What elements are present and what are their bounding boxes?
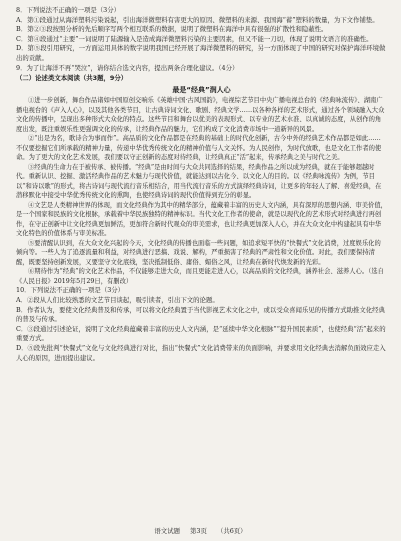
footer-page-number: 第3页 <box>190 527 207 536</box>
question-8-option-c: C．第④段通过“主要”一词说明了陆源输入是造成海洋微塑料污染的主要因素，但又不能一刀切，体现了说明文语言的准确性。 <box>16 34 373 43</box>
question-8-option-b: B．第②③段按照分析的先后顺序写两个相互联系的数据，说明了微塑料在海洋中具有很强的扩散性和隐蔽性。 <box>16 25 328 34</box>
footer-subject: 语文试题 <box>154 527 180 536</box>
article-paragraph-4: ④文艺是人类精神世界的体现，而文化经典作为其中的精华部分，蕴藏着丰富的历史人文内涵，具有深厚的思想内涵、审美价值，是一个国家和民族的文化根脉，承载着中华民族独特的精神标识。当代文化工作者的使命，就是以现代化的艺术形式对经典进行再创作，在守正创新中让文化经典更加鲜活，更加符合新时代观众的审美需求，也让经典更加深入人心，并在大众文化中构建起具有中华文化特色的价值体系与审美标准。 <box>16 201 387 238</box>
article-paragraph-3: ③经典的生命力在于被传承、被传播。“经典”是由时间与大众共同选择的结果，经典作品之所以成为经典，就在于能够超越时代。重新认识、挖掘、激活经典作品的艺术魅力与现代价值，就能达到以古化今、以文化人的目的。以《经典咏流传》为例，节目以“和诗以歌”的形式，将古诗词与现代流行音乐相结合，用当代流行音乐的方式演绎经典诗词，让更多的年轻人了解、喜爱经典，在潜移默化中接受中华优秀传统文化的熏陶，也使经典诗词的现代价值得到充分的彰显。 <box>16 163 382 200</box>
article-paragraph-2: ②“出是为名，歌诗合为事而作”。高品质的文化作品都是在经典的基础上的时代化创新，古今中外的经典艺术作品都是如此……不仅要挖掘它们所承载的精神力量，传递中华优秀传统文化的精神价值与人文关怀。为人民创作，为时代放歌，也是文化工作者的使命。为了更大的文化艺术发展，我们要以守正创新的态度对待经典，让经典真正“活”起来，传承经典之美与时代之美。 <box>16 135 382 162</box>
page-footer <box>0 527 401 537</box>
footer-total-pages: （共6页） <box>216 527 247 536</box>
article-body <box>16 96 387 286</box>
question-10-option-b: B．作者认为，要使文化经典普及和传承，可以将文化经典置于当代影视艺术文化之中，或以受众喜闻乐见的传播方式助推文化经典的普及与传承。 <box>16 305 385 324</box>
question-8 <box>16 6 387 64</box>
question-10-option-c: C．③段通过引述论证，说明了文化经典蕴藏着丰富的历史人文内涵，是“延续中华文化根脉”“提升国民素质”，也使经典“活”起来的重要方式。 <box>16 324 386 343</box>
question-8-option-d: D．第⑤段引用研究，一方面运用具体的数字说明我国已经开展了海洋微塑料的研究，另一方面体现了中国的研究对保护海洋环境做出的贡献。 <box>16 44 386 62</box>
question-10-stem: 10．下列说法不正确的一项是（3分） <box>16 286 125 295</box>
question-10-option-a: A．②段从人们比较熟悉的文艺节目谈起，吸引读者，引出下文的论题。 <box>16 295 219 304</box>
question-10-option-d: D．⑤段先批判“快餐式”文化与文化经典进行对比，指出“快餐式”文化消费带来的负面影响，并要求用文化经典去消解负面效应走入人心的原因，进而提出建议。 <box>16 343 386 362</box>
question-8-option-a: A．第①段通过从海洋塑料污染说起，引出海洋微塑料有害更大的原因、微塑料的来源、我国海“蓄”塑料的数量，为下文作铺垫。 <box>16 15 379 24</box>
article-title: 最是“经典”润人心 <box>172 85 231 94</box>
article-paragraph-1: ①进一步创新，舞台作品诸如中国原创交响乐《英雄中国·古风国韵》，电视综艺节目中央广播电视总台的《经典咏流传》、湖南广播电视台的《声入人心》，以及其他各类节目，让古典诗词文化、歌剧、经典文学……以各种各样的艺术形式，通过各个领域融入大众文化的传播中，呈现出多种形式大众化的特点。这些节目和舞台以优美的表现形式、以专业的艺术水准、以真诚的态度，从创作的角度出发，既注重娱乐性更强调文化的传承，让经典作品的魅力，它们构成了文化消费市场中一道新异的风景。 <box>16 97 385 133</box>
question-8-stem: 8．下列说法不正确的一项是（3分） <box>16 6 120 14</box>
article-paragraph-6: ⑥期待作为“经典”的文化艺术作品，不仅能够走进大众，而且更能走进人心，以高品质的文化经典，涵养社会、滋养人心。（选自《人民日报》2019年5月29日，有删改） <box>16 268 384 285</box>
section-heading: （二）论述类文本阅读（共3题，9分） <box>16 74 128 83</box>
question-10 <box>16 286 387 363</box>
question-9: 9．为了让海洋不再“哭泣”，请你结合选文内容，提出两条合理化建议。（4分） <box>16 63 239 72</box>
article-paragraph-5: ⑤要清醒认识到，在大众文化兴起的今天，文化经典的传播也面临一些问题，如追求短平快的“快餐式”文化消费，过度娱乐化的倾向等。一些人为了追逐流量和利益，对经典进行恶搞、戏说、解构，严重损害了经典的严肃性和文化价值。对此，我们要保持清醒，既要坚持创新发展，又要坚守文化底线，坚决抵制低俗、庸俗、媚俗之风，让经典在新时代焕发新的光彩。 <box>16 239 381 266</box>
